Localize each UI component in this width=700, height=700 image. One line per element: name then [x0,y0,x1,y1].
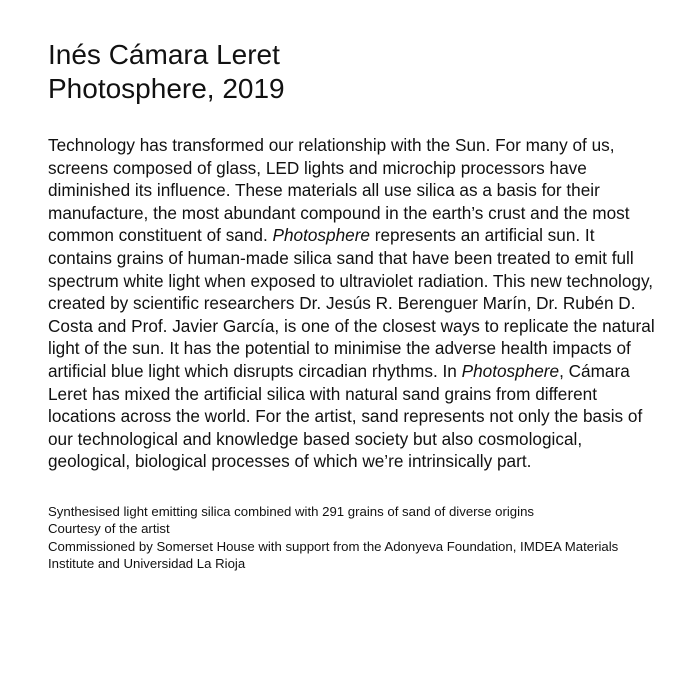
caption-courtesy: Courtesy of the artist [48,521,170,537]
description-part-1: Technology has transformed our relationship with the Sun. For many of us, screens composed of glass, LED lights and microchip processors have diminished its influence. These materials all use silica as a basis for their manufacture, the most abundant compound in the earth’s crust and the most common constituent of sand. [48,135,630,246]
description-paragraph [48,134,658,473]
description-italic-title-2: Photosphere [461,360,560,381]
work-title: Photosphere, 2019 [48,73,285,104]
artwork-label [48,38,658,573]
caption-commission: Commissioned by Somerset House with support from the Adonyeva Foundation, IMDEA Materials Institute and Universidad La Rioja [48,538,619,572]
description-italic-title-1: Photosphere [272,225,370,246]
caption-block [48,503,658,573]
description-part-2: represents an artificial sun. It contains grains of human-made silica sand that have been treated to emit full spectrum white light when exposed to ultraviolet radiation. This new technology, created by scientific researchers Dr. Jesús R. Berenguer Marín, Dr. Rubén D. Costa and Prof. Javier García, is one of the closest ways to replicate the natural light of the sun. It has the potential to minimise the adverse health impacts of artificial blue light which disrupts circadian rhythms. In [48,225,655,381]
artist-name: Inés Cámara Leret [48,39,280,70]
description-part-3: , Cámara Leret has mixed the artificial silica with natural sand grains from different locations across the world. For the artist, sand represents not only the basis of our technological and knowledge based society but also cosmological, geological, biological processes of which we’re intrinsically part. [48,360,643,472]
caption-materials: Synthesised light emitting silica combined with 291 grains of sand of diverse origins [48,503,534,519]
